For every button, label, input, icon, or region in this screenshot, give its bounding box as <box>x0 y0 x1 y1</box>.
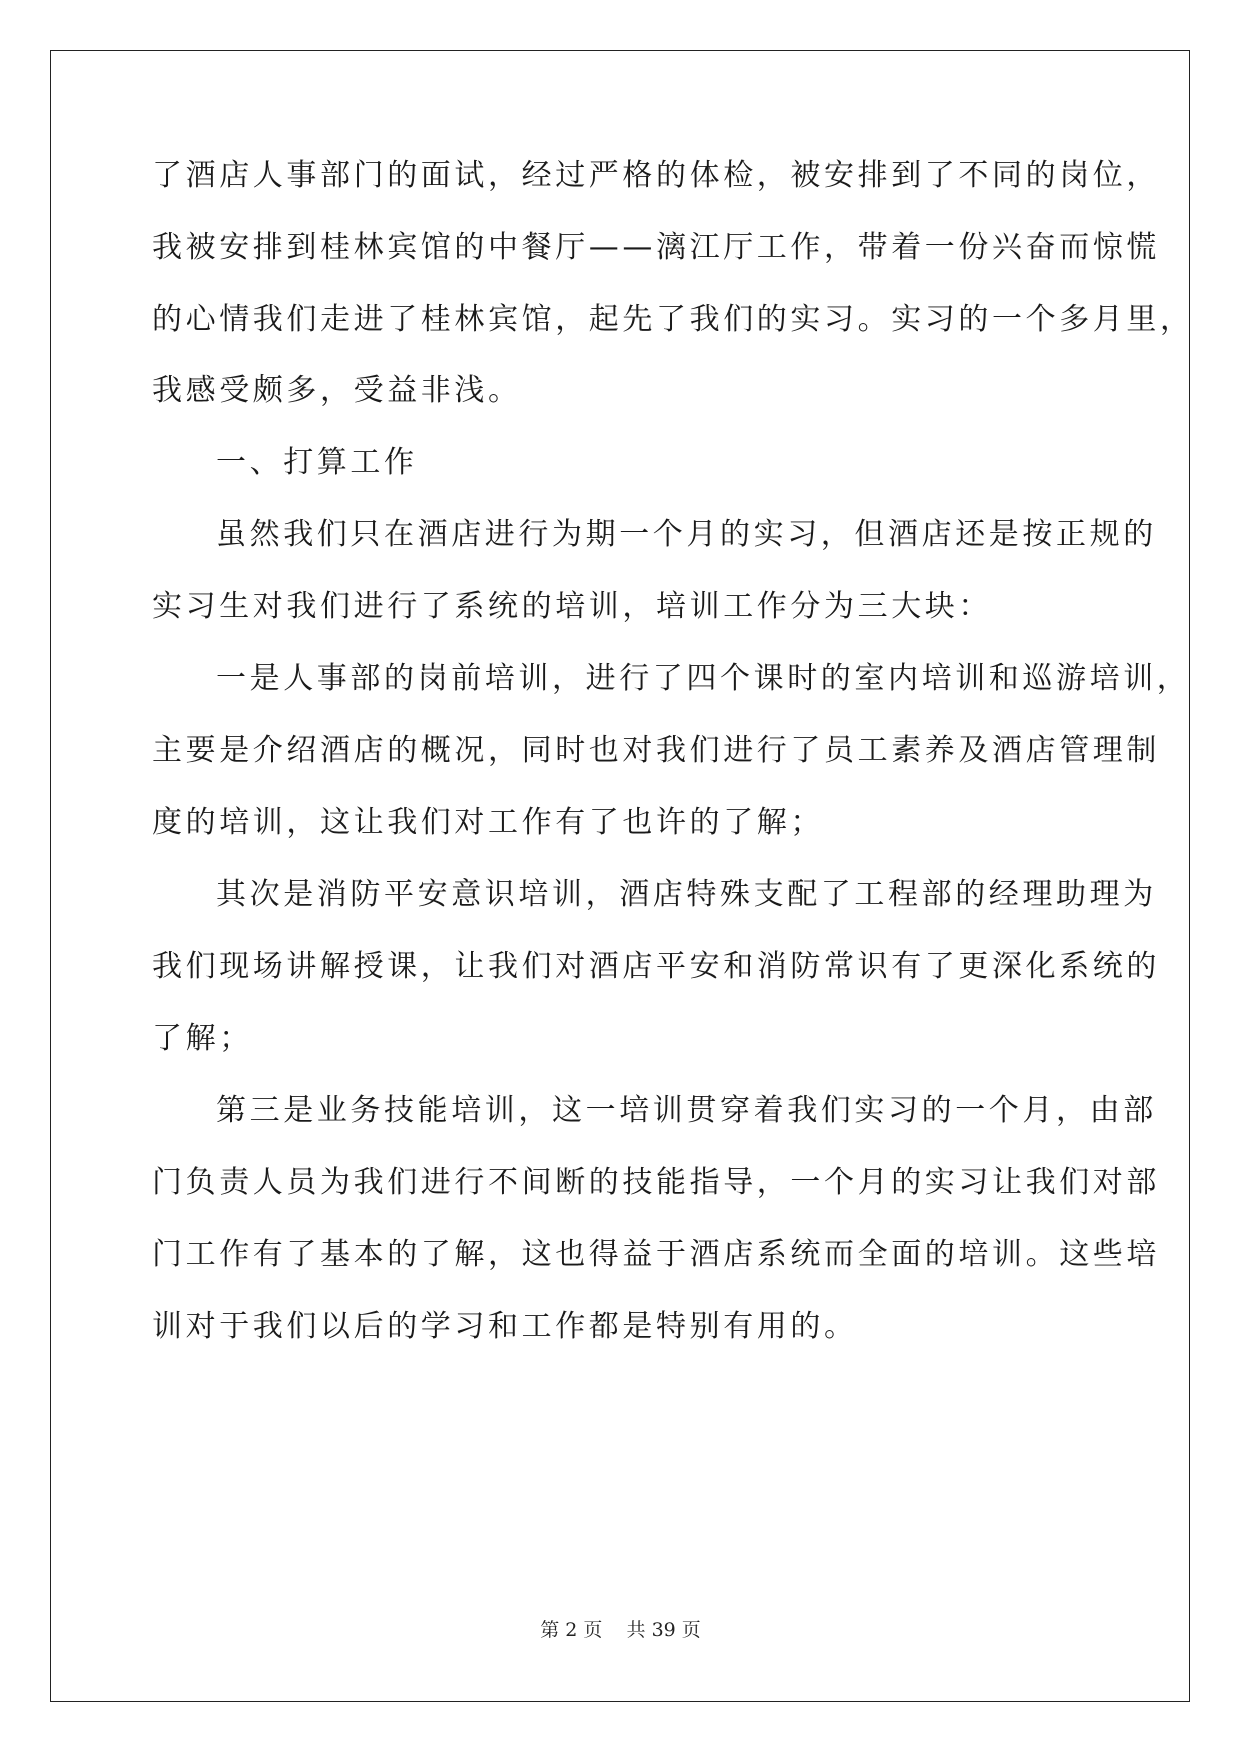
text-line: 我感受颇多，受益非浅。 <box>152 373 522 408</box>
text-line: 的心情我们走进了桂林宾馆，起先了我们的实习。实习的一个多月里， <box>152 302 1194 337</box>
text-line: 实习生对我们进行了系统的培训，培训工作分为三大块： <box>152 589 992 624</box>
text-line: 度的培训，这让我们对工作有了也许的了解； <box>152 805 824 840</box>
text-line: 了酒店人事部门的面试，经过严格的体检，被安排到了不同的岗位， <box>152 158 1160 193</box>
page-number-footer: 第 2 页 共 39 页 <box>540 1619 701 1641</box>
text-line: 主要是介绍酒店的概况，同时也对我们进行了员工素养及酒店管理制 <box>152 733 1160 768</box>
text-line: 训对于我们以后的学习和工作都是特别有用的。 <box>152 1309 858 1344</box>
text-line: 其次是消防平安意识培训，酒店特殊支配了工程部的经理助理为 <box>216 877 1157 912</box>
text-line: 一是人事部的岗前培训，进行了四个课时的室内培训和巡游培训， <box>216 661 1191 696</box>
text-line: 了解； <box>152 1021 253 1056</box>
text-line: 虽然我们只在酒店进行为期一个月的实习，但酒店还是按正规的 <box>216 517 1157 552</box>
text-line: 门工作有了基本的了解，这也得益于酒店系统而全面的培训。这些培 <box>152 1237 1160 1272</box>
text-line: 门负责人员为我们进行不间断的技能指导，一个月的实习让我们对部 <box>152 1165 1160 1200</box>
text-line: 我被安排到桂林宾馆的中餐厅——漓江厅工作，带着一份兴奋而惊慌 <box>152 230 1160 265</box>
section-heading: 一、打算工作 <box>216 445 418 480</box>
text-line: 第三是业务技能培训，这一培训贯穿着我们实习的一个月，由部 <box>216 1093 1157 1128</box>
text-line: 我们现场讲解授课，让我们对酒店平安和消防常识有了更深化系统的 <box>152 949 1160 984</box>
